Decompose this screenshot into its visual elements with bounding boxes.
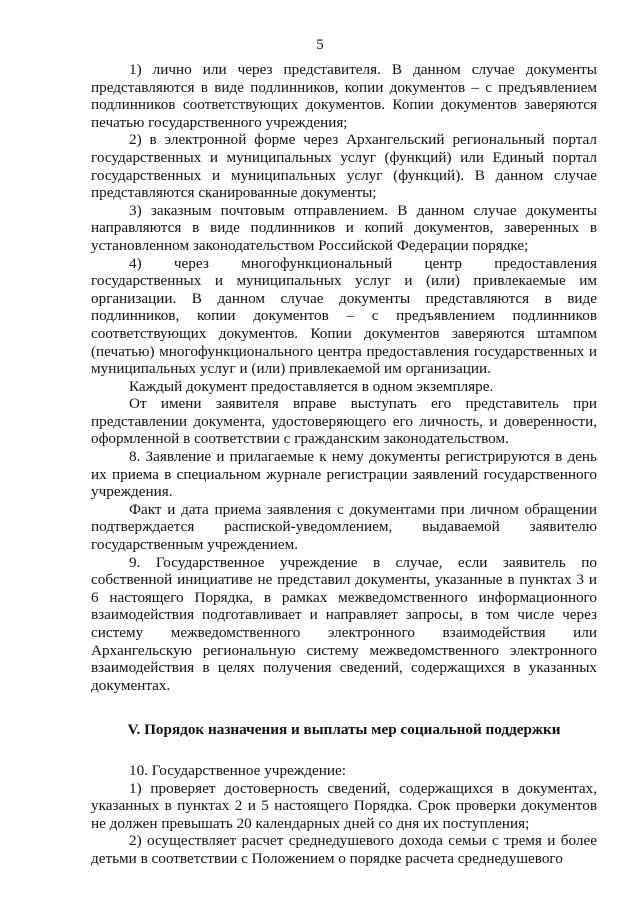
paragraph-item-1-in-person: 1) лично или через представителя. В данном случае документы представляются в виде подлинников, копии документов – с предъявлением подлинников соответствующих документов. Копии документов заверяются печатью государственного учреждения; <box>91 61 597 131</box>
section-heading: V. Порядок назначения и выплаты мер социальной поддержки <box>127 721 561 739</box>
paragraph-single-copy: Каждый документ предоставляется в одном экземпляре. <box>129 377 494 395</box>
paragraph-clause-10-item-1: 1) проверяет достоверность сведений, содержащихся в документах, указанных в пунктах 2 и 5 настоящего Порядка. Срок проверки документов не должен превышать 20 календарных дней со дня их поступления; <box>91 779 597 832</box>
paragraph-item-2-electronic: 2) в электронной форме через Архангельский региональный портал государственных и муниципальных услуг (функций) или Единый портал государственных и муниципальных услуг (функций). В данном случае представляются сканированные документы; <box>91 131 597 202</box>
paragraph-clause-10-item-2: 2) осуществляет расчет среднедушевого дохода семьи с тремя и более детьми в соответствии с Положением о порядке расчета среднедушевого <box>91 832 597 867</box>
paragraph-clause-10: 10. Государственное учреждение: <box>129 761 346 779</box>
paragraph-clause-9: 9. Государственное учреждение в случае, если заявитель по собственной инициативе не представил документы, указанные в пунктах 3 и 6 настоящего Порядка, в рамках межведомственного информационного взаимодействия подготавливает и направляет запросы, в том числе через систему межведомственного электронного взаимодействия или Архангельскую региональную систему межведомственного электронного взаимодействия в целях получения сведений, содержащихся в указанных документах. <box>91 553 597 694</box>
paragraph-item-3-registered-mail: 3) заказным почтовым отправлением. В данном случае документы направляются в виде подлинников и копий документов, заверенных в установленном законодательством Российской Федерации порядке; <box>91 201 597 254</box>
document-body <box>91 61 597 868</box>
paragraph-representative: От имени заявителя вправе выступать его представитель при представлении документа, удостоверяющего его личность, и доверенности, оформленной в соответствии с гражданским законодательством. <box>91 395 597 448</box>
paragraph-receipt: Факт и дата приема заявления с документами при личном обращении подтверждается распиской-уведомлением, выдаваемой заявителю государственным учреждением. <box>91 500 597 554</box>
paragraph-item-4-mfc: 4) через многофункциональный центр предоставления государственных и муниципальных услуг и (или) привлекаемые им организации. В данном случае документы представляются в виде подлинников, копии документов – с предъявлением подлинников соответствующих документов. Копии документов заверяются штампом (печатью) многофункционального центра предоставления государственных и муниципальных услуг и (или) привлекаемой им организации. <box>91 254 597 378</box>
paragraph-clause-8: 8. Заявление и прилагаемые к нему документы регистрируются в день их приема в специальном журнале регистрации заявлений государственного учреждения. <box>91 448 597 501</box>
page-number: 5 <box>316 37 324 53</box>
